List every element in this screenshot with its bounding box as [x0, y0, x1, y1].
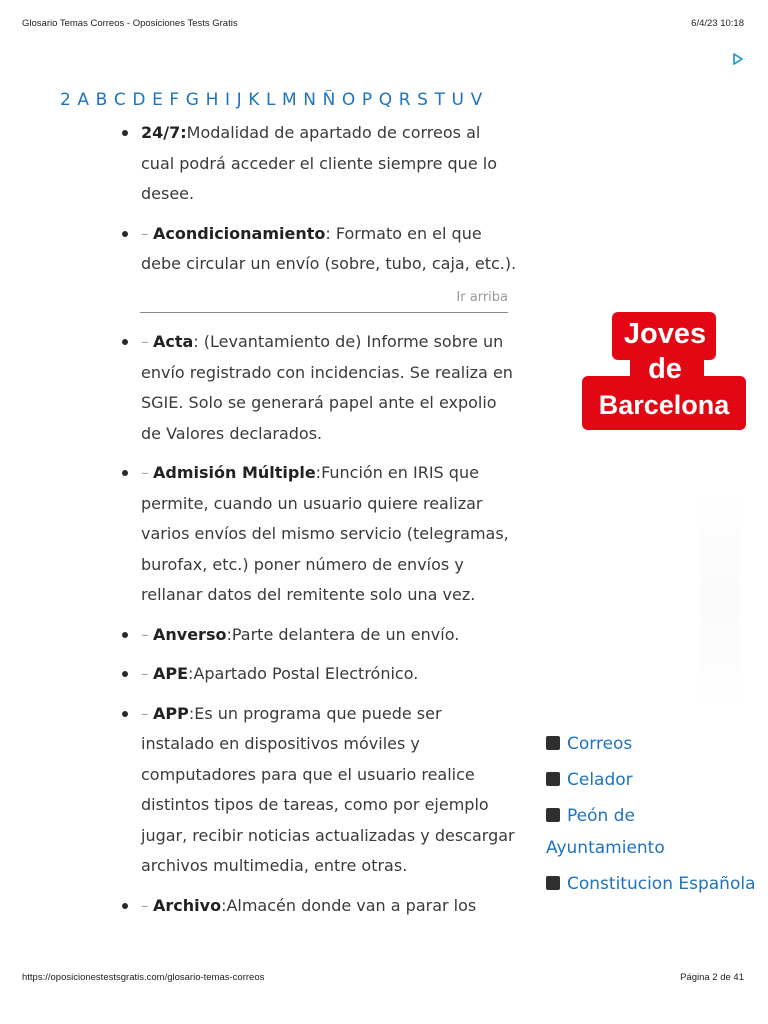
glossary-term: APP [153, 703, 189, 723]
bullet-icon [122, 632, 128, 638]
faint-ad-area [700, 490, 740, 710]
category-item [546, 764, 756, 796]
square-bullet-icon [546, 736, 560, 750]
alphabet-link[interactable]: B [95, 90, 108, 110]
glossary-entry [118, 458, 518, 611]
glossary-term: Admisión Múltiple [153, 463, 316, 482]
glossary-list [118, 118, 518, 289]
category-list [546, 728, 756, 904]
glossary-entry [118, 219, 518, 280]
alphabet-link[interactable]: A [77, 90, 90, 110]
entry-dash: – [141, 664, 149, 683]
alphabet-link[interactable]: N [303, 90, 316, 110]
entry-dash: – [141, 624, 149, 644]
alphabet-link[interactable]: U [451, 90, 464, 110]
glossary-term: Archivo [153, 895, 222, 915]
alphabet-index [60, 90, 548, 116]
entry-dash: – [141, 223, 149, 243]
bullet-icon [122, 130, 128, 136]
print-page-title: Glosario Temas Correos - Oposiciones Tests Gratis [22, 18, 238, 29]
glossary-entry [118, 620, 518, 651]
entry-dash: – [141, 332, 149, 351]
square-bullet-icon [546, 772, 560, 786]
logo-line2: de [648, 353, 682, 385]
glossary-list [118, 327, 518, 930]
square-bullet-icon [546, 808, 560, 822]
alphabet-link[interactable]: C [113, 90, 126, 110]
glossary-definition: : Formato en el que debe circular un envío (sobre, tubo, caja, etc.). [141, 223, 517, 273]
page-url: https://oposicionestestsgratis.com/glosario-temas-correos [22, 972, 265, 983]
page-number: Página 2 de 41 [680, 972, 744, 983]
logo-line1: Joves [623, 318, 707, 350]
alphabet-link[interactable]: T [434, 90, 445, 110]
glossary-definition: :Es un programa que puede ser instalado en dispositivos móviles y computadores para que el usuario realice distintos tipos de tareas, como por ejemplo jugar, recibir noticias actualizadas y descargar archivos multimedia, entre otras. [141, 703, 515, 875]
entry-dash: – [141, 895, 149, 915]
glossary-term: 24/7: [141, 123, 187, 142]
adchoices-icon[interactable] [731, 52, 745, 66]
bullet-icon [122, 671, 128, 677]
bullet-icon [122, 470, 128, 476]
alphabet-link[interactable]: M [282, 90, 297, 110]
joves-de-barcelona-logo[interactable] [582, 312, 746, 430]
alphabet-link[interactable]: K [248, 90, 260, 110]
back-to-top-label: Ir arriba [456, 290, 508, 305]
category-item [546, 868, 756, 900]
alphabet-link[interactable]: 2 [60, 90, 71, 110]
glossary-entry [118, 118, 518, 210]
glossary-entry [118, 891, 518, 922]
entry-dash: – [141, 703, 149, 723]
bullet-icon [122, 903, 128, 909]
square-bullet-icon [546, 876, 560, 890]
glossary-term: Acondicionamiento [153, 223, 326, 243]
category-item [546, 800, 756, 864]
glossary-entry [118, 327, 518, 449]
alphabet-link[interactable]: R [398, 90, 411, 110]
alphabet-link[interactable]: P [361, 90, 373, 110]
glossary-term: APE [153, 664, 189, 683]
glossary-entry [118, 659, 518, 690]
alphabet-link[interactable]: O [341, 90, 356, 110]
alphabet-link[interactable]: F [169, 90, 180, 110]
alphabet-link[interactable]: J [236, 90, 242, 110]
category-link[interactable]: Correos [567, 734, 633, 754]
print-date: 6/4/23 10:18 [691, 18, 744, 29]
glossary-term: Anverso [153, 624, 227, 644]
glossary-definition: :Apartado Postal Electrónico. [188, 664, 419, 683]
category-link[interactable]: Peón de Ayuntamiento [546, 806, 665, 858]
category-link[interactable]: Constitucion Española [567, 874, 756, 894]
bullet-icon [122, 231, 128, 237]
alphabet-link[interactable]: V [470, 90, 483, 110]
glossary-definition: :Almacén donde van a parar los [221, 895, 477, 915]
category-item [546, 728, 756, 760]
alphabet-link[interactable]: D [132, 90, 146, 110]
alphabet-link[interactable]: Q [378, 90, 393, 110]
alphabet-link[interactable]: I [224, 90, 230, 110]
glossary-entry [118, 699, 518, 882]
back-to-top-link[interactable] [140, 290, 508, 313]
glossary-term: Acta [153, 332, 194, 351]
glossary-definition: : (Levantamiento de) Informe sobre un envío registrado con incidencias. Se realiza en SGIE. Solo se generará papel ante el expolio de Valores declarados. [141, 332, 513, 443]
alphabet-link[interactable]: G [185, 90, 199, 110]
entry-dash: – [141, 463, 149, 482]
alphabet-link[interactable]: H [205, 90, 219, 110]
alphabet-link[interactable]: L [265, 90, 276, 110]
logo-line3: Barcelona [598, 390, 730, 420]
glossary-definition: :Parte delantera de un envío. [226, 624, 460, 644]
bullet-icon [122, 339, 128, 345]
alphabet-link[interactable]: E [152, 90, 163, 110]
alphabet-link[interactable]: S [417, 90, 428, 110]
glossary-definition: Modalidad de apartado de correos al cual podrá acceder el cliente siempre que lo desee. [141, 123, 497, 203]
bullet-icon [122, 711, 128, 717]
alphabet-link[interactable]: Ñ [322, 90, 336, 110]
glossary-definition: :Función en IRIS que permite, cuando un usuario quiere realizar varios envíos del mismo servicio (telegramas, burofax, etc.) poner número de envíos y rellanar datos del remitente solo una vez. [141, 463, 509, 604]
category-link[interactable]: Celador [567, 770, 633, 790]
